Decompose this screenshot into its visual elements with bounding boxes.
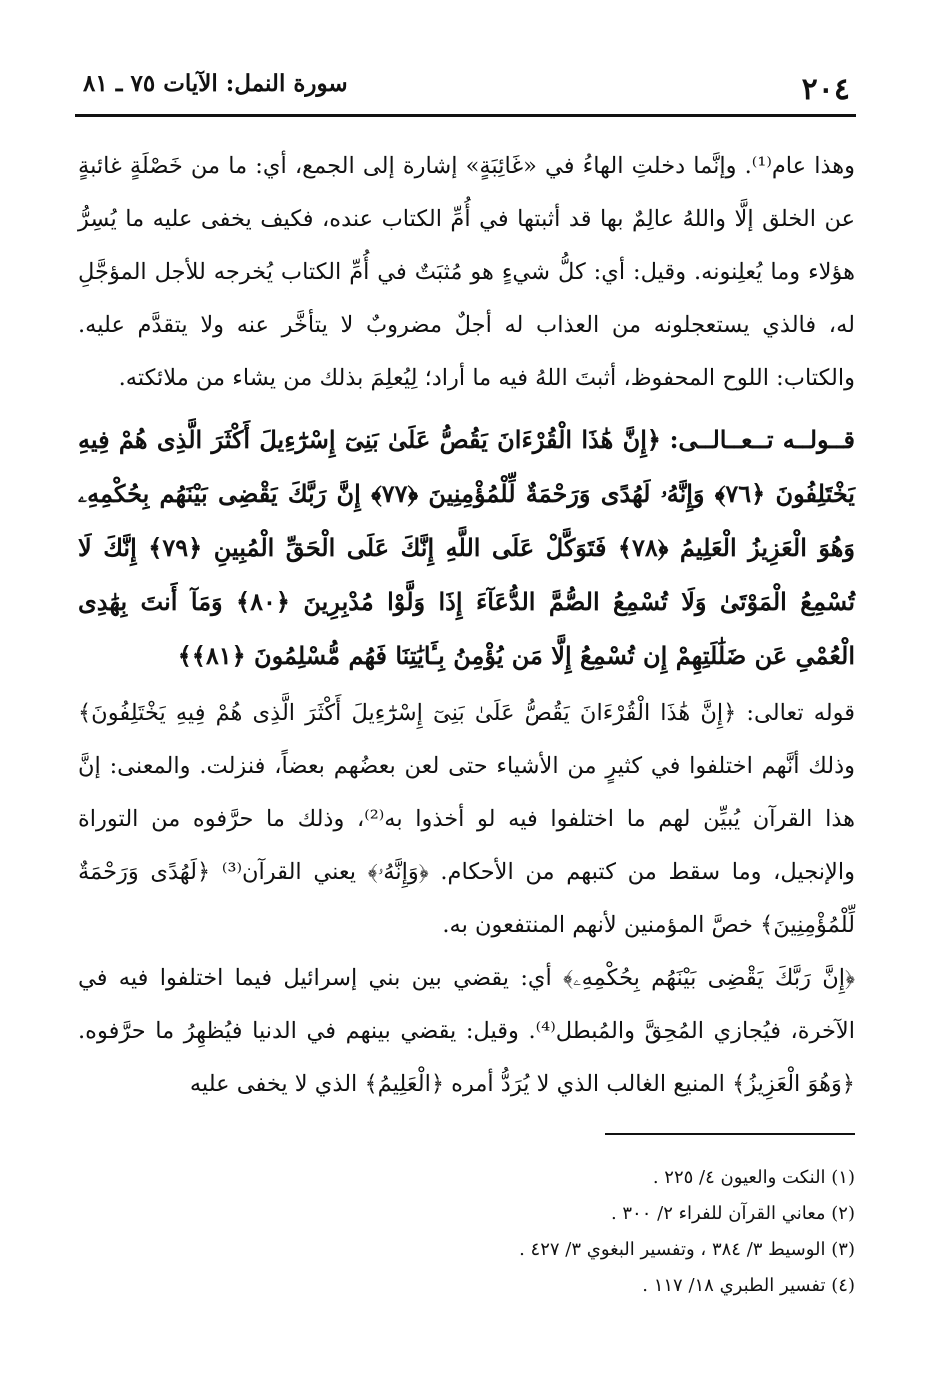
commentary-paragraph: ﴿إِنَّ رَبَّكَ يَقْضِى بَيْنَهُم بِحُكْمِهِۦ﴾ أي: يقضي بين بني إسرائيل فيما اختلفوا فيه في الآخرة، فيُجازي المُحِقَّ والمُبطل⁽⁴⁾. وقيل: يقضي بينهم في الدنيا فيُظهِرُ ما حرَّفوه. ﴿وَهُوَ الْعَزِيزُ﴾ المنيع الغالب الذي لا يُرَدُّ أمره ﴿الْعَلِيمُ﴾ الذي لا يخفى عليه [78,965,855,1097]
running-title: سورة النمل: الآيات ٧٥ ـ ٨١ [83,70,348,97]
footnote: (٢) معاني القرآن للفراء ٢/ ٣٠٠ . [610,1203,855,1224]
footnotes [78,1160,855,1304]
quran-verses: ﴿إِنَّ هَٰذَا الْقُرْءَانَ يَقُصُّ عَلَىٰ بَنِىٓ إِسْرَٰٓءِيلَ أَكْثَرَ الَّذِى هُمْ فِيهِ يَخْتَلِفُونَ ﴿٧٦﴾ وَإِنَّهُۥ لَهُدًى وَرَحْمَةٌ لِّلْمُؤْمِنِينَ ﴿٧٧﴾ إِنَّ رَبَّكَ يَقْضِى بَيْنَهُم بِحُكْمِهِۦ وَهُوَ الْعَزِيزُ الْعَلِيمُ ﴿٧٨﴾ فَتَوَكَّلْ عَلَى اللَّهِ إِنَّكَ عَلَى الْحَقِّ الْمُبِينِ ﴿٧٩﴾ إِنَّكَ لَا تُسْمِعُ الْمَوْتَىٰ وَلَا تُسْمِعُ الصُّمَّ الدُّعَآءَ إِذَا وَلَّوْا مُدْبِرِينَ ﴿٨٠﴾ وَمَآ أَنتَ بِهَٰدِى الْعُمْىِ عَن ضَلَٰلَتِهِمْ إِن تُسْمِعُ إِلَّا مَن يُؤْمِنُ بِـَٔايَٰتِنَا فَهُم مُّسْلِمُونَ ﴿٨١﴾﴾ [78,425,856,670]
verse-intro-label: قــولــه تــعــالــى: [669,425,855,454]
main-text [78,140,855,1111]
page-header [75,62,856,117]
footnote: (١) النكت والعيون ٤/ ٢٢٥ . [652,1167,855,1188]
page-number: ٢٠٤ [801,72,850,107]
quran-verse-block [78,413,855,683]
footnote-divider [605,1133,855,1135]
commentary-paragraph: قوله تعالى: ﴿إِنَّ هَٰذَا الْقُرْءَانَ يَقُصُّ عَلَىٰ بَنِىٓ إِسْرَٰٓءِيلَ أَكْثَرَ الَّذِى هُمْ فِيهِ يَخْتَلِفُونَ﴾ وذلك أنَّهم اختلفوا في كثيرٍ من الأشياء حتى لعن بعضُهم بعضاً، فنزلت. والمعنى: إنَّ هذا القرآن يُبيِّن لهم ما اختلفوا فيه لو أخذوا به⁽²⁾، وذلك ما حرَّفوه من التوراة والإنجيل، وما سقط من كتبهم من الأحكام. ﴿وَإِنَّهُۥ﴾ يعني القرآن⁽³⁾ ﴿لَهُدًى وَرَحْمَةٌ لِّلْمُؤْمِنِينَ﴾ خصَّ المؤمنين لأنهم المنتفعون به. [78,700,856,938]
footnote: (٤) تفسير الطبري ١٨/ ١١٧ . [642,1275,855,1296]
footnote: (٣) الوسيط ٣/ ٣٨٤ ، وتفسير البغوي ٣/ ٤٢٧ . [519,1239,855,1260]
intro-paragraph: وهذا عام⁽¹⁾. وإنَّما دخلتِ الهاءُ في «غَائِبَةٍ» إشارة إلى الجمع، أي: ما من خَصْلَةٍ غائبةٍ عن الخلق إلَّا واللهُ عالِمٌ بها قد أثبتها في أُمِّ الكتاب عنده، فكيف يخفى عليه ما يُسِرُّ هؤلاء وما يُعلِنونه. وقيل: أي: كلُّ شيءٍ هو مُثبَتٌ في أُمِّ الكتاب يُخرجه للأجل المؤجَّلِ له، فالذي يستعجلونه من العذاب له أجلٌ مضروبٌ لا يتأخَّر عنه ولا يتقدَّم عليه. والكتاب: اللوح المحفوظ، أثبتَ اللهُ فيه ما أراد؛ لِيُعلِمَ بذلك من يشاء من ملائكته. [78,153,856,391]
